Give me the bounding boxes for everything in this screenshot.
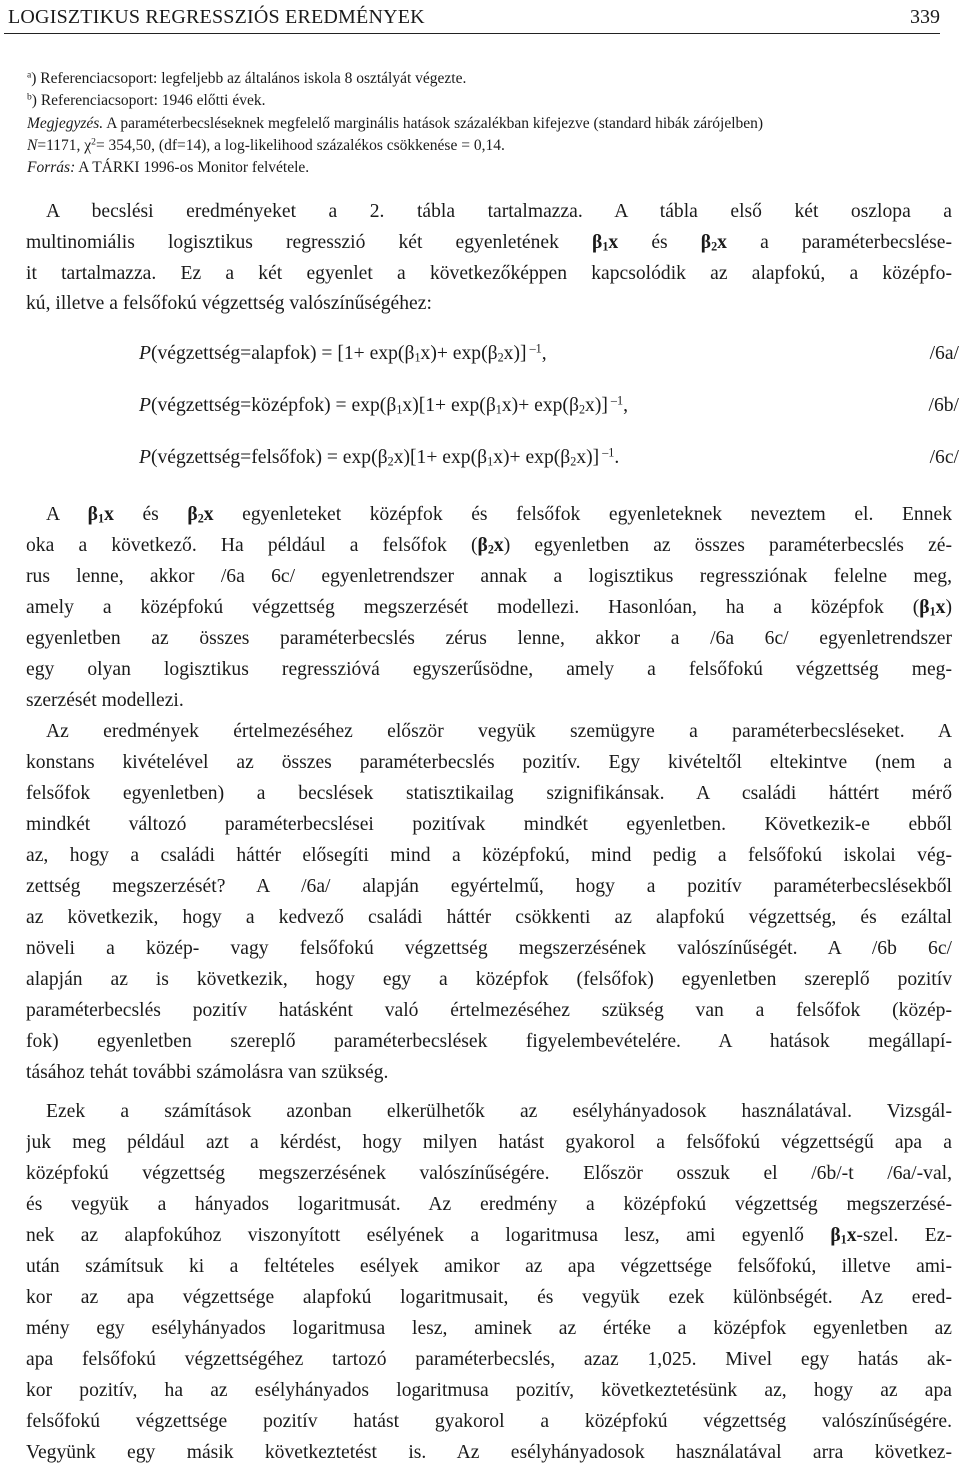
para3-line-8: növeli a közép- vagy felsőfokú végzettség megszerzésének valószínűségét. A /6b 6c/ bbox=[26, 938, 952, 959]
beta-sub: 2 bbox=[578, 402, 586, 417]
beta-symbol: β bbox=[386, 395, 397, 416]
x-symbol: x bbox=[501, 395, 512, 416]
para4-line-7: kor az apa végzettsége alapfokú logaritmusait, és vegyük ezek különbségét. Az ered- bbox=[26, 1287, 952, 1308]
eq-text: )] bbox=[513, 343, 527, 364]
note-b-text: ) Referenciacsoport: 1946 előtti évek. bbox=[31, 92, 266, 110]
para4-line-1: Ezek a számítások azonban elkerülhetők az esélyhányadosok használatával. Vizsgál- bbox=[46, 1101, 952, 1122]
intro-line-4: kú, illetve a felsőfokú végzettség valószínűségéhez: bbox=[26, 293, 432, 314]
stat-chi-sup: 2 bbox=[91, 136, 96, 148]
eq-text: )[1+ exp( bbox=[403, 447, 478, 468]
page-number: 339 bbox=[910, 6, 940, 28]
eq-text: (végzettség=alapfok) = [1+ exp( bbox=[150, 343, 405, 364]
remark-label: Megjegyzés. bbox=[27, 114, 104, 132]
x-symbol: x bbox=[393, 447, 404, 468]
beta-sub: 1 bbox=[487, 454, 494, 469]
para3-line-9: alapján az is következik, hogy egy a középfok (felsőfok) egyenletben szereplő pozitív bbox=[26, 969, 952, 990]
x-symbol: x bbox=[493, 535, 504, 556]
para2-line-3: rus lenne, akkor /6a 6c/ egyenletrendszer annak a logisztikus regressziónak felelne meg, bbox=[26, 566, 952, 587]
text: és bbox=[113, 504, 188, 525]
x-symbol: x bbox=[717, 232, 727, 253]
remark-text: A paraméterbecsléseknek megfelelő marginális hatások százalékban kifejezve (standard hibák zárójelben) bbox=[106, 114, 764, 132]
eq-text: (végzettség=felsőfok) = exp( bbox=[150, 447, 378, 468]
intro-line-2 bbox=[26, 232, 952, 264]
equation-6c bbox=[139, 447, 959, 481]
beta-symbol: β bbox=[404, 343, 415, 364]
intro-line-2-c: a paraméterbecslése- bbox=[726, 232, 952, 253]
x-symbol: x bbox=[576, 447, 587, 468]
beta-sub: 1 bbox=[97, 511, 105, 526]
table-notes bbox=[27, 68, 952, 179]
beta-symbol: β bbox=[377, 447, 388, 468]
x-symbol: x bbox=[203, 504, 214, 525]
beta-symbol: β bbox=[477, 447, 488, 468]
para4-line-11: felsőfokú végzettsége pozitív hatást gyakorol a középfokú végzettség valószínűségére. bbox=[26, 1411, 952, 1432]
note-a-text: ) Referenciacsoport: legfeljebb az általános iskola 8 osztályát végezte. bbox=[31, 70, 467, 87]
beta-symbol: β bbox=[187, 504, 198, 525]
source-text: A TÁRKI 1996-os Monitor felvétele. bbox=[75, 159, 310, 177]
note-source bbox=[27, 157, 952, 179]
para2-line-7: szerzését modellezi. bbox=[26, 690, 184, 711]
text: oka a következő. Ha például a felsőfok ( bbox=[26, 535, 478, 556]
eq-text: (végzettség=középfok) = exp( bbox=[150, 395, 387, 416]
para4-line-10: kor pozitív, ha az esélyhányados logaritmusa pozitív, következtetésünk az, hogy az apa bbox=[26, 1380, 952, 1401]
equation-6c-number: /6c/ bbox=[929, 447, 959, 468]
para3-line-1: Az eredmények értelmezéséhez először vegyük szemügyre a paraméterbecsléseket. A bbox=[46, 721, 952, 742]
running-header bbox=[4, 4, 940, 32]
stat-n: N bbox=[27, 136, 38, 154]
header-rule bbox=[4, 33, 940, 34]
para4-line-6: után számítsuk ki a feltételes esélyek amikor az apa végzettsége felsőfokú, illetve ami- bbox=[26, 1256, 952, 1277]
beta-symbol: β bbox=[485, 395, 496, 416]
para4-line-8: mény egy esélyhányados logaritmusa lesz, aminek az értéke a középfok egyenletben az bbox=[26, 1318, 952, 1339]
header-title: LOGISZTIKUS REGRESSZIÓS EREDMÉNYEK bbox=[8, 6, 425, 28]
beta-sub: 1 bbox=[414, 350, 421, 365]
x-symbol: x bbox=[608, 232, 619, 253]
eq-text: )[1+ exp( bbox=[412, 395, 486, 416]
x-symbol: x bbox=[846, 1225, 857, 1246]
eq-text: )+ exp( bbox=[511, 395, 569, 416]
beta-symbol: β bbox=[830, 1225, 841, 1246]
beta-sub: 1 bbox=[396, 402, 403, 417]
text: amely a középfokú végzettség megszerzését modellezi. Hasonlóan, ha a középfok ( bbox=[26, 597, 920, 618]
text: ) bbox=[945, 597, 952, 618]
inverse-exponent: –1 bbox=[607, 393, 624, 408]
note-b-mark: b bbox=[27, 92, 32, 104]
para3-line-3: felsőfok egyenletben) a becslések statisztikailag szignifikánsak. A családi háttért mérő bbox=[26, 783, 952, 804]
x-symbol: x bbox=[503, 343, 514, 364]
equation-6b-expr bbox=[139, 395, 628, 417]
para4-line-4: és vegyük a hányados logaritmusát. Az eredmény a középfokú végzettség megszerzésé- bbox=[26, 1194, 952, 1215]
text: A bbox=[46, 504, 88, 525]
equation-6c-expr bbox=[139, 447, 619, 469]
eq-text: )+ exp( bbox=[430, 343, 488, 364]
equation-6b bbox=[139, 395, 959, 429]
stat-text-a: =1171, χ bbox=[37, 136, 92, 154]
p-symbol: P bbox=[139, 343, 151, 364]
equation-6a-expr bbox=[139, 343, 547, 365]
x-symbol: x bbox=[104, 504, 114, 525]
beta-sub: 2 bbox=[197, 511, 204, 526]
beta-symbol: β bbox=[592, 232, 603, 253]
equation-6a bbox=[139, 343, 959, 377]
eq-text: )+ exp( bbox=[502, 447, 561, 468]
para4-line-5 bbox=[26, 1225, 952, 1257]
beta-symbol: β bbox=[560, 447, 571, 468]
eq-text: , bbox=[623, 395, 628, 416]
eq-text: . bbox=[614, 447, 620, 468]
beta-sub: 2 bbox=[711, 239, 718, 254]
intro-line-1: A becslési eredményeket a 2. tábla tartalmazza. A tábla első két oszlopa a bbox=[46, 201, 952, 222]
intro-line-2-a: multinomiális logisztikus regresszió két egyenletének bbox=[26, 232, 593, 253]
inverse-exponent: –1 bbox=[526, 341, 542, 356]
beta-sub: 2 bbox=[497, 350, 504, 365]
beta-symbol: β bbox=[87, 504, 98, 525]
beta-sub: 1 bbox=[495, 402, 502, 417]
intro-line-3: it tartalmazza. Ez a két egyenlet a következőképpen kapcsolódik az alapfokú, a középfo- bbox=[26, 263, 952, 284]
equation-6b-number: /6b/ bbox=[928, 395, 959, 416]
para2-line-6: egy olyan logisztikus regresszióvá egyszerűsödne, amely a felsőfokú végzettség meg- bbox=[26, 659, 952, 680]
beta-symbol: β bbox=[568, 395, 579, 416]
intro-line-2-b: és bbox=[618, 232, 701, 253]
beta-symbol: β bbox=[700, 232, 712, 253]
beta-sub: 1 bbox=[602, 239, 609, 254]
x-symbol: x bbox=[402, 395, 413, 416]
para3-line-6: zettség megszerzését? A /6a/ alapján egyértelmű, hogy a pozitív paraméterbecslésekből bbox=[26, 876, 952, 897]
beta-sub: 2 bbox=[487, 542, 494, 557]
para4-line-9: apa felsőfokú végzettségéhez tartozó paraméterbecslés, azaz 1,025. Mivel egy hatás ak- bbox=[26, 1349, 952, 1370]
para3-line-2: konstans kivételével az összes paraméterbecslés pozitív. Egy kivételtől eltekintve (nem a bbox=[26, 752, 952, 773]
beta-symbol: β bbox=[487, 343, 498, 364]
p-symbol: P bbox=[139, 395, 151, 416]
para3-line-10: paraméterbecslés pozitív hatásként való értelmezéséhez szükség van a felsőfok (közép- bbox=[26, 1000, 952, 1021]
para4-line-12: Vegyünk egy másik következtetést is. Az esélyhányadosok használatával arra következ- bbox=[26, 1442, 952, 1463]
note-a bbox=[27, 68, 952, 90]
para3-line-12: tásához tehát további számolásra van szükség. bbox=[26, 1062, 389, 1083]
p-symbol: P bbox=[139, 447, 151, 468]
note-b bbox=[27, 90, 952, 112]
note-stats bbox=[27, 135, 952, 157]
source-label: Forrás: bbox=[27, 159, 76, 177]
note-a-mark: a bbox=[27, 69, 32, 81]
text: ) egyenletben az összes paraméterbecslés zé- bbox=[503, 535, 952, 556]
para3-line-4: mindkét változó paraméterbecslései pozitívak mindkét egyenletben. Következik-e ebből bbox=[26, 814, 952, 835]
eq-text: )] bbox=[586, 447, 600, 468]
x-symbol: x bbox=[420, 343, 431, 364]
para2-line-5: egyenletben az összes paraméterbecslés zérus lenne, akkor a /6a 6c/ egyenletrendszer bbox=[26, 628, 952, 649]
x-symbol: x bbox=[935, 597, 946, 618]
equation-6a-number: /6a/ bbox=[929, 343, 959, 364]
inverse-exponent: –1 bbox=[599, 445, 615, 460]
beta-sub: 2 bbox=[387, 454, 394, 469]
para3-line-7: az következik, hogy a kedvező családi háttér csökkenti az alapfokú végzettség, és ezáltal bbox=[26, 907, 952, 928]
para2-line-1 bbox=[26, 504, 952, 536]
eq-text: , bbox=[541, 343, 547, 364]
note-remark bbox=[27, 113, 952, 135]
para3-line-11: fok) egyenletben szereplő paraméterbecslések figyelembevételére. A hatások megállapí- bbox=[26, 1031, 952, 1052]
eq-text: )] bbox=[594, 395, 608, 416]
para4-line-3: középfokú végzettség megszerzésének valószínűségére. Először osszuk el /6b/-t /6a/-val, bbox=[26, 1163, 952, 1184]
text: egyenleteket középfok és felsőfok egyenleteknek neveztem el. Ennek bbox=[213, 504, 952, 525]
beta-sub: 2 bbox=[570, 454, 577, 469]
x-symbol: x bbox=[493, 447, 503, 468]
beta-sub: 1 bbox=[840, 1232, 847, 1247]
text: -szel. Ez- bbox=[856, 1225, 952, 1246]
para3-line-5: az, hogy a családi háttér elősegíti mind a középfokú, mind pedig a felsőfokú iskolai vég- bbox=[26, 845, 952, 866]
beta-symbol: β bbox=[477, 535, 488, 556]
beta-sub: 1 bbox=[929, 604, 936, 619]
beta-symbol: β bbox=[919, 597, 930, 618]
para4-line-2: juk meg például azt a kérdést, hogy milyen hatást gyakorol a felsőfokú végzettségű apa a bbox=[26, 1132, 952, 1153]
text: nek az alapfokúhoz viszonyított esélyének a logaritmusa lesz, ami egyenlő bbox=[26, 1225, 831, 1246]
stat-text-b: = 354,50, (df=14), a log-likelihood százalékos csökkenése = 0,14. bbox=[95, 136, 505, 154]
para2-line-2 bbox=[26, 535, 952, 567]
x-symbol: x bbox=[585, 395, 595, 416]
para2-line-4 bbox=[26, 597, 952, 629]
